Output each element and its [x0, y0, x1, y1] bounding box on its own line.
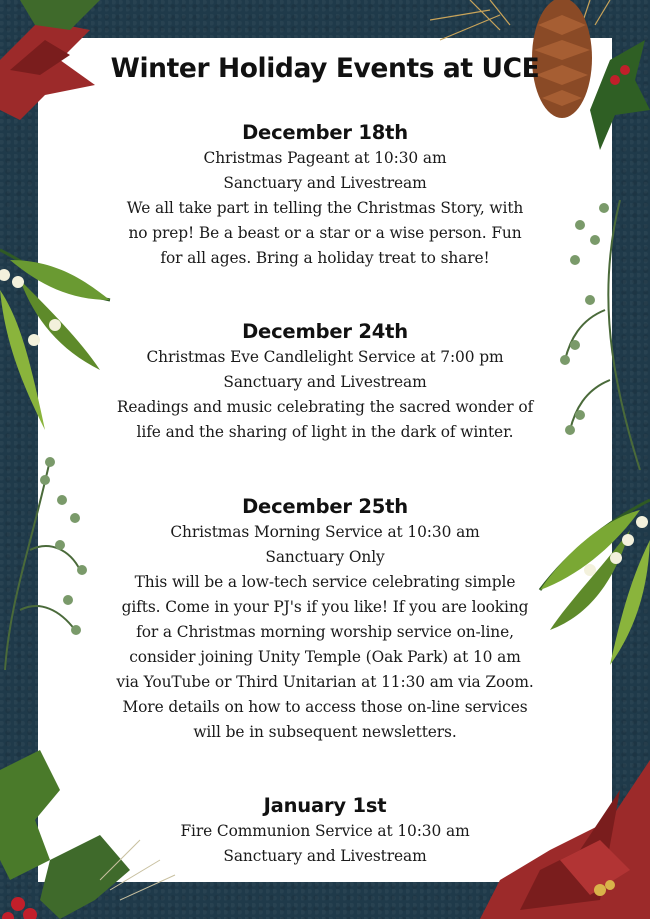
event-december-25 — [38, 494, 612, 745]
event-service: Christmas Eve Candlelight Service at 7:00 pm — [146, 348, 504, 366]
event-date: December 18th — [242, 121, 408, 144]
event-date: December 25th — [242, 495, 408, 518]
event-location: Sanctuary and Livestream — [223, 174, 427, 192]
event-january-1 — [38, 793, 612, 869]
event-december-24 — [38, 319, 612, 445]
event-service: Fire Communion Service at 10:30 am — [180, 822, 470, 840]
event-description: We all take part in telling the Christmas Story, with no prep! Be a beast or a star or a wise person. Fun for all ages. Bring a holiday treat to share! — [126, 199, 524, 267]
event-location: Sanctuary and Livestream — [223, 847, 427, 865]
event-location: Sanctuary and Livestream — [223, 373, 427, 391]
flyer-content — [38, 38, 612, 865]
event-location: Sanctuary Only — [265, 548, 385, 566]
event-description: This will be a low-tech service celebrating simple gifts. Come in your PJ's if you like! If you are looking for a Christmas morning worship service on-line, consider joining Unity Temple (Oak Park) at 10 am via YouTube or Third Unitarian at 11:30 am via Zoom. More details on how to access those on-line services will be in subsequent newsletters. — [116, 573, 534, 741]
page-title: Winter Holiday Events at UCE — [110, 53, 540, 84]
event-service: Christmas Pageant at 10:30 am — [203, 149, 447, 167]
event-date: December 24th — [242, 320, 408, 343]
event-service: Christmas Morning Service at 10:30 am — [170, 523, 480, 541]
event-date: January 1st — [263, 794, 387, 817]
event-december-18 — [38, 120, 612, 271]
event-description: Readings and music celebrating the sacred wonder of life and the sharing of light in the dark of winter. — [116, 398, 534, 441]
